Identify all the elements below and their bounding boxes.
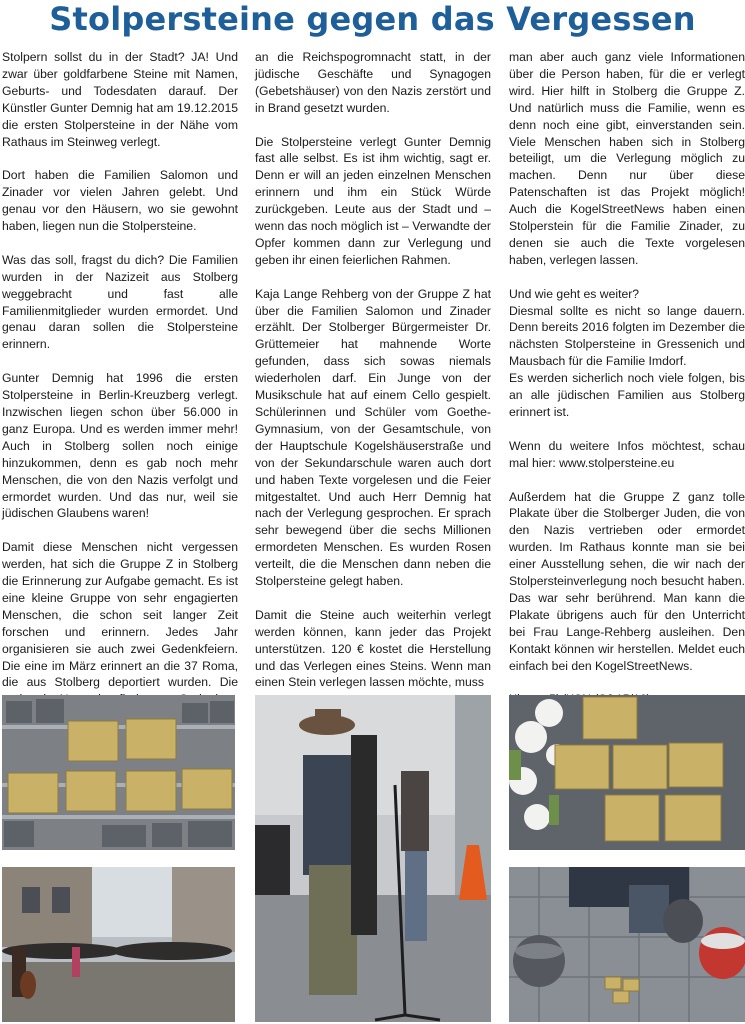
paragraph: Die Stolpersteine verlegt Gunter Demnig fast alle selbst. Es ist ihm wichtig, sagt er. Denn er will an jeden einzelnen Menschen erinnern und ihm ein Stück Würde zurückgeben. Leute aus der Stadt und – wenn das noch möglich ist – Verwandte der Opfer kommen dann zur Verlegung und geben ihr einen feierlichen Rahmen. xyxy=(255,134,491,267)
text-column-2 xyxy=(255,49,491,708)
paragraph: Kaja Lange Rehberg von der Gruppe Z hat über die Familien Salomon und Zinader erzählt. Der Stolberger Bürgermeister Dr. Grüttemeier hat mahnende Worte gefunden, dass sich sowas niemals wiederholen darf. Ein Junge von der Musikschule hat auf einem Cello gespielt. Schülerinnen und Schüler vom Goethe-Gymnasium, von der Gesamtschule, von der Hauptschule Kogelshäuserstraße und von der Sekundarschule waren auch dort und haben Texte vorgelesen und die Feier mitgestaltet. Und auch Herr Demnig hat nach der Verlegung gesprochen. Er sprach sehr bewegend über die sechs Millionen ermordeten Menschen. Es wurden Rosen verteilt, die die Menschen dann neben die Stolpersteine gelegt haben. xyxy=(255,286,491,589)
paragraph: Stolpern sollst du in der Stadt? JA! Und zwar über goldfarbene Steine mit Namen, Geburts- und Todesdaten darauf. Der Künstler Gunter Demnig hat am 19.12.2015 die ersten Stolpersteine in der Nähe vom Rathaus im Steinweg verlegt. xyxy=(2,50,238,149)
photo-speaker-microphone xyxy=(255,695,491,1022)
text-column-1 xyxy=(2,49,238,725)
paragraph: Was das soll, fragst du dich? Die Familien wurden in der Nazizeit aus Stolberg weggebracht und fast alle Familienmitglieder wurden ermordet. Und genau daran sollen die Stolpersteine erinnern. xyxy=(2,252,238,352)
photo-stone-installation xyxy=(509,867,745,1022)
photo-street-ceremony xyxy=(2,867,235,1022)
paragraph: Damit diese Menschen nicht vergessen werden, hat sich die Gruppe Z in Stolberg die Erinnerung zur Aufgabe gemacht. Es ist eine kleine Gruppe von sehr engagierten Menschen, die schon seit langer Zeit forschen und erinnern. Jedes Jahr organisieren sie auch zwei Gedenkfeiern. Die eine im März erinnert an die 37 Roma, die aus Stolberg deportiert wurden. Die xyxy=(2,540,238,690)
paragraph: Gunter Demnig hat 1996 die ersten Stolpersteine in Berlin-Kreuzberg verlegt. Inzwischen liegen schon über 56.000 in ganz Europa. Und es werden immer mehr! Auch in Stolberg sollen noch einige hinzukommen, denn es gab noch mehr Menschen, die von den Nazis verfolgt und ermordet wurden. Und das nur, weil sie jüdischen Glaubens waren! xyxy=(2,371,238,521)
paragraph: Damit die Steine auch weiterhin verlegt werden können, kann jeder das Projekt unterstützen. 120 € kostet die Herstellung und das Verlegen eines Steins. Wenn man einen Stein verlegen lassen möchte, muss xyxy=(255,607,491,690)
paragraph: Dort haben die Familien Salomon und Zinader vor vielen Jahren gelebt. Und genau vor den Häusern, wo sie gewohnt haben, liegen nun die Stolpersteine. xyxy=(2,168,238,234)
article-title: Stolpersteine gegen das Vergessen xyxy=(49,0,696,38)
paragraph: Wenn du weitere Infos möchtest, schau mal hier: www.stolpersteine.eu xyxy=(509,438,745,470)
photo-stolpersteine-roses xyxy=(509,695,745,850)
paragraph: Außerdem hat die Gruppe Z ganz tolle Plakate über die Stolberger Juden, die von den Nazis vertrieben oder ermordet wurden. Im Rathaus konnte man sie bei einer Ausstellung sehen, die wir nach der Stolpersteinverlegung noch besucht haben. Das war sehr berührend. Man kann die Plakate übrigens auch für den Unterricht bei Frau Lange-Rehberg ausleihen. Den Kontakt können wir herstellen. Meldet euch einfach bei den KogelStreetNews. xyxy=(509,489,745,673)
text-column-3 xyxy=(509,49,745,725)
paragraph: man aber auch ganz viele Informationen über die Person haben, für die er verlegt wird. Hier hilft in Stolberg die Gruppe Z. Und natürlich muss die Familie, wenn es denn noch eine gibt, einverstanden sein. Viele Menschen haben sich in Stolberg beteiligt, um die Verlegung möglich zu machen. Denn nur über diese Patenschaften ist das Projekt möglich! Auch die KogelStreetNews haben einen Stolperstein für die Familie Zinader, zu denen sie auch die Texte vorgelesen haben, verlegen lassen. xyxy=(509,50,745,267)
paragraph: Und wie geht es weiter? Diesmal sollte es nicht so lange dauern. Denn bereits 2016 folgten im Dezember die nächsten Stolpersteine in Gressenich und Mausbach für die Familie Imdorf. Es werden sicherlich noch viele folgen, bis an alle jüdischen Familien aus Stolberg erinnert ist. xyxy=(509,286,745,420)
paragraph: an die Reichspogromnacht statt, in der jüdische Geschäfte und Synagogen (Gebetshäuser) von den Nazis zerstört und in Brand gesetzt wurden. xyxy=(255,50,491,115)
photo-stolpersteine-pavement xyxy=(2,695,235,850)
